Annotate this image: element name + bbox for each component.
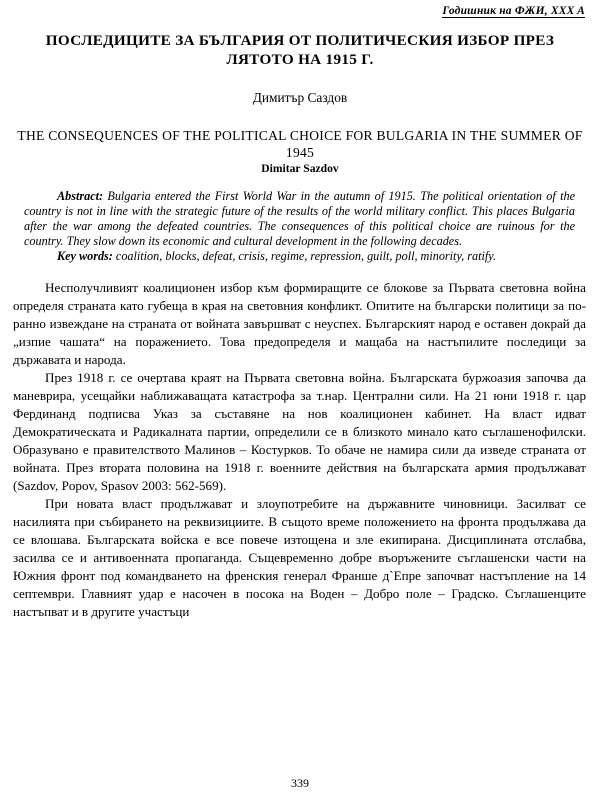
page-title-bulgarian: ПОСЛЕДИЦИТЕ ЗА БЪЛГАРИЯ ОТ ПОЛИТИЧЕСКИЯ ИЗБОР ПРЕЗ ЛЯТОТО НА 1915 Г. [45, 32, 555, 68]
body-paragraph-1: Несполучливият коалиционен избор към формиращите се блокове за Първата световна война определя страната като губеща в края на световния конфликт. Опитите на български политици за по-ранно извеждане на страната от войната завършват с неуспех. Българският народ е оставен докрай да „изпие чашата“ на поражението. Това предопределя и мащаба на настъпилите последици за държавата и народа. [13, 280, 586, 368]
author-name-bulgarian: Димитър Саздов [252, 90, 348, 105]
keywords-label: Key words: [57, 249, 113, 264]
author-name-english: Dimitar Sazdov [261, 162, 339, 175]
abstract-section [13, 189, 587, 264]
running-head [13, 4, 587, 18]
page-number: 339 [291, 776, 309, 790]
page-title-english: THE CONSEQUENCES OF THE POLITICAL CHOICE FOR BULGARIA IN THE SUMMER OF 1945 [17, 128, 583, 160]
abstract-text: Bulgaria entered the First World War in the autumn of 1915. The political orientation of the country is not in line with the strategic future of the results of the world military conflict. This places Bulgaria after the war among the defeated countries. The consequences of this political choice are ruinous for the country. They slow down its economic and cultural development in the following decades. [24, 189, 575, 249]
body-text [13, 279, 587, 621]
body-paragraph-3: При новата власт продължават и злоупотребите на държавните чиновници. Засилват се насилията при събирането на реквизициите. В същото време положението на фронта продължава да се влошава. Българската войска е все повече изтощена и зле екипирана. Дисциплината отслабва, засилва се и антивоенната пропаганда. Същевременно добре въоръжените съглашенски части на Южния фронт под командването на френския генерал Франше д`Епре започват настъпление на 14 септември. Главният удар е насочен в посока на Воден – Добро поле – Градско. Съглашенците настъпват и в другите участъци [13, 496, 586, 620]
body-paragraph-2: През 1918 г. се очертава краят на Първата световна война. Българската буржоазия започва да маневрира, усещайки наближаващата катастрофа за т.нар. Централни сили. На 21 юни 1918 г. цар Фердинанд подписва Указ за съставяне на нов коалиционен кабинет. На власт идват Демократическата и Радикалната партии, определили се в близкото минало като съглашенофилски. Образувано е правителството Малинов – Костурков. То обаче не намира сили да изведе страната от войната. През втората половина на 1918 г. военните действия на българската армия продължават (Sazdov, Popov, Spasov 2003: 562-569). [13, 370, 586, 494]
keywords-text: coalition, blocks, defeat, crisis, regime, repression, guilt, poll, minority, ratify. [112, 249, 497, 264]
abstract-label: Abstract: [57, 189, 104, 203]
running-head-text: Годишник на ФЖИ, XXX A [442, 5, 585, 17]
abstract-paragraph [24, 189, 575, 249]
keywords-paragraph [24, 249, 575, 264]
